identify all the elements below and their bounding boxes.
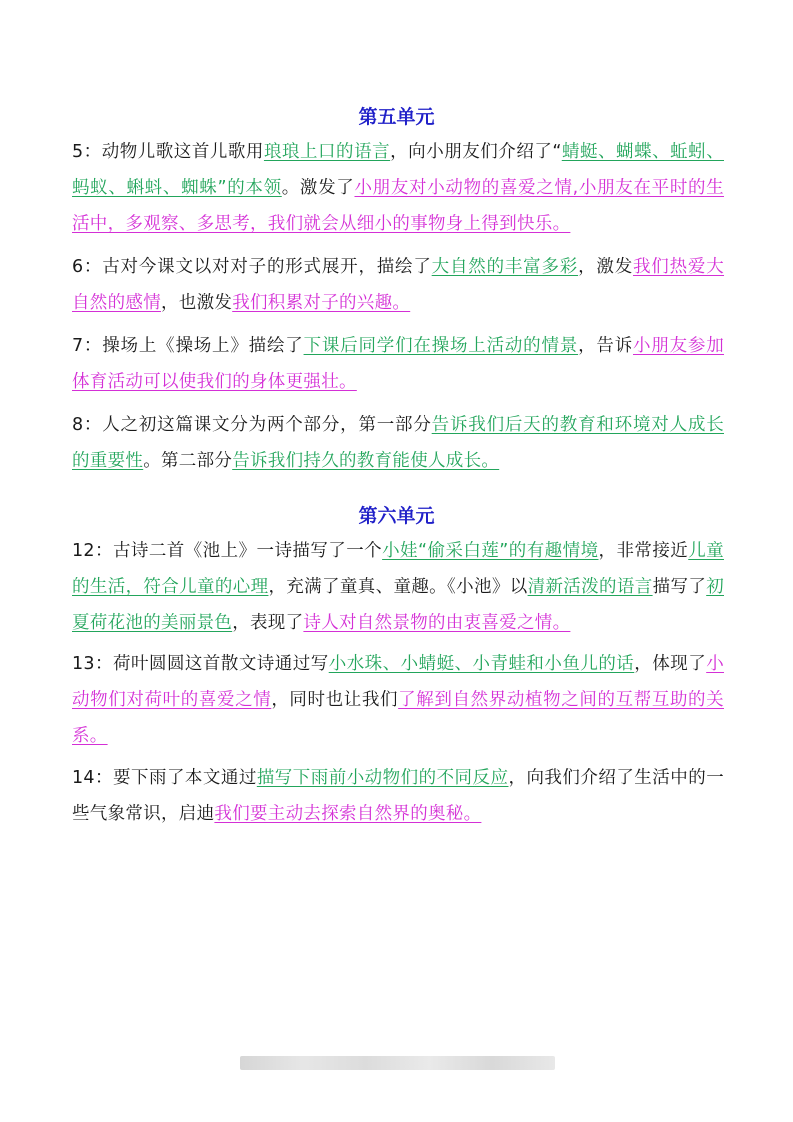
paragraph-13 (72, 646, 724, 754)
unit6-title: 第六单元 (358, 505, 435, 527)
highlight-green: 小水珠、小蜻蜓、小青蛙和小鱼儿的话 (328, 654, 635, 674)
paragraph-7 (72, 328, 724, 400)
text: 7：操场上《操场上》描绘了 (72, 336, 304, 356)
text: ，充满了童真、童趣。《小池》以 (268, 577, 528, 597)
text: 8：人之初这篇课文分为两个部分，第一部分 (72, 415, 432, 435)
highlight-green: 儿童的生活，符合儿童的心理 (72, 541, 724, 597)
unit5-title: 第五单元 (358, 106, 435, 128)
text: 12：古诗二首《池上》一诗描写了一个 (72, 541, 383, 561)
text: 。激发了 (281, 178, 355, 198)
highlight-magenta: 我们热爱大自然的感情 (72, 257, 725, 313)
highlight-green: 蜻蜓、蝴蝶、蚯蚓、蚂蚁、蝌蚪、蜘蛛”的本领 (72, 142, 724, 198)
paragraph-5 (72, 134, 724, 242)
text: ，告诉 (578, 336, 633, 356)
paragraph-6 (72, 249, 724, 321)
text: ，向小朋友们介绍了“ (390, 142, 562, 162)
highlight-green: 描写下雨前小动物们的不同反应 (256, 768, 509, 788)
text: ，向我们介绍了生活中的一些气象常识，启迪 (72, 768, 725, 824)
text: 5：动物儿歌这首儿歌用 (72, 142, 264, 162)
highlight-magenta: 小朋友对小动物的喜爱之情,小朋友在平时的生活中，多观察、多思考，我们就会从细小的事物身上得到快乐。 (72, 178, 724, 234)
text: 6：古对今课文以对对子的形式展开，描绘了 (72, 257, 432, 277)
text: ，体现了 (634, 654, 707, 674)
highlight-green: 告诉我们后天的教育和环境对人成长的重要性 (72, 415, 724, 471)
highlight-magenta: 小朋友参加体育活动可以使我们的身体更强壮。 (72, 336, 725, 392)
text: 。第二部分 (143, 451, 233, 471)
text: ，非常接近 (598, 541, 689, 561)
highlight-green: 告诉我们持久的教育能使人成长。 (232, 451, 500, 471)
text: ，激发 (578, 257, 633, 277)
paragraph-8 (72, 407, 724, 479)
highlight-magenta: 我们要主动去探索自然界的奥秘。 (214, 804, 482, 824)
highlight-green: 下课后同学们在操场上活动的情景 (303, 336, 579, 356)
highlight-magenta: 诗人对自然景物的由衷喜爱之情。 (303, 613, 571, 633)
highlight-magenta: 小动物们对荷叶的喜爱之情 (72, 654, 724, 710)
highlight-green: 小娃“偷采白莲”的有趣情境 (382, 541, 599, 561)
paragraph-12 (72, 533, 724, 641)
text: 14：要下雨了本文通过 (72, 768, 257, 788)
text: ，同时也让我们 (271, 690, 399, 710)
highlight-magenta: 我们积累对子的兴趣。 (232, 293, 411, 313)
highlight-green: 大自然的丰富多彩 (431, 257, 579, 277)
paragraph-14 (72, 760, 724, 832)
text: ，表现了 (232, 613, 304, 633)
text: 13：荷叶圆圆这首散文诗通过写 (72, 654, 329, 674)
highlight-green: 清新活泼的语言 (527, 577, 653, 597)
blurred-footer-watermark (240, 1056, 555, 1070)
highlight-magenta: 了解到自然界动植物之间的互帮互助的关系。 (72, 690, 724, 746)
text: ，也激发 (161, 293, 233, 313)
highlight-green: 琅琅上口的语言 (263, 142, 391, 162)
text: 描写了 (652, 577, 707, 597)
highlight-green: 初夏荷花池的美丽景色 (72, 577, 724, 633)
